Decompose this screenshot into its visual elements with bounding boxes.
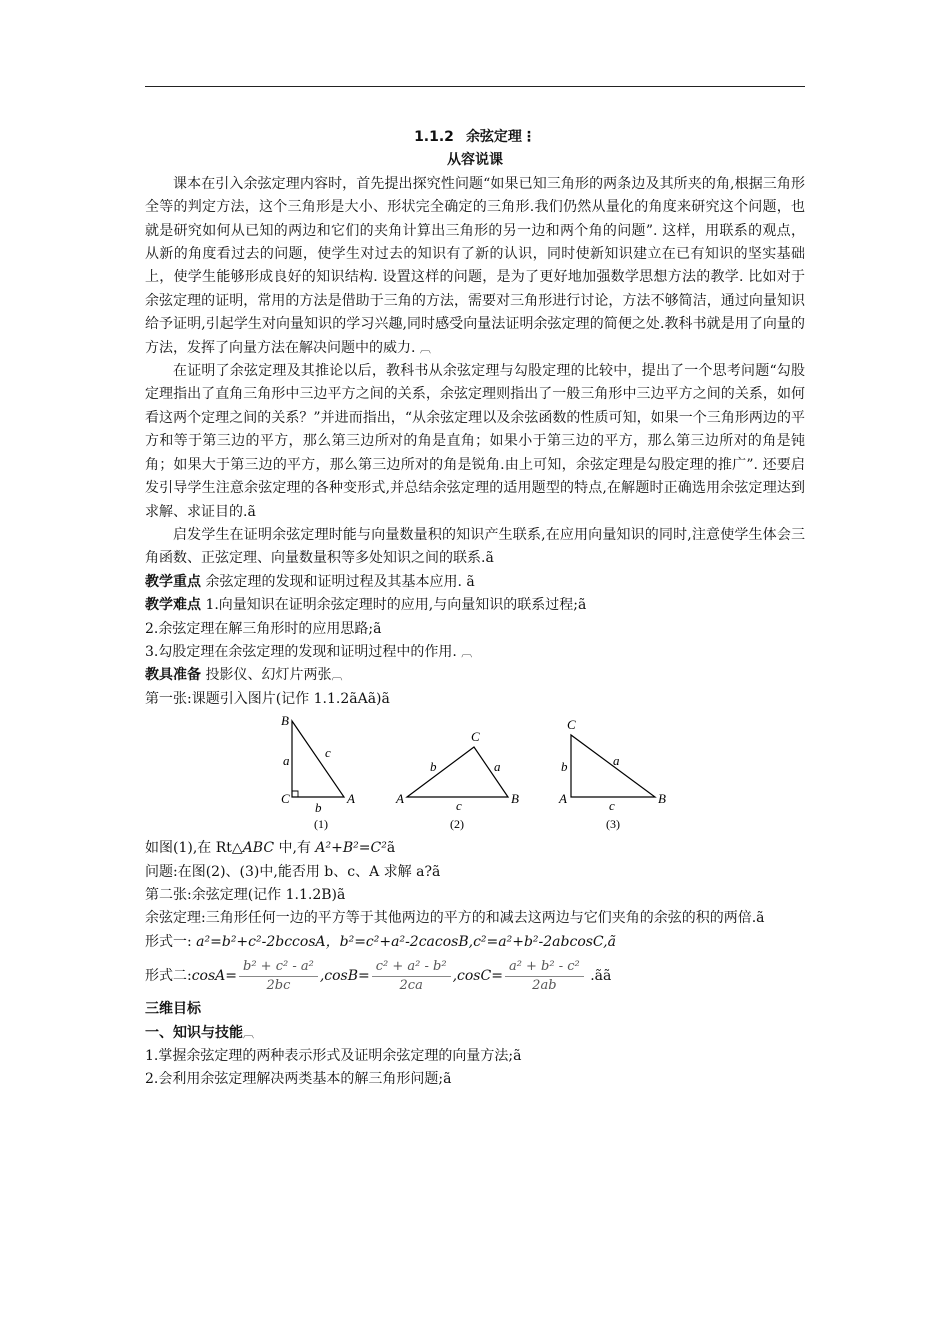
form-2-label: 形式二: bbox=[145, 968, 192, 985]
fig2-vertex-B: B bbox=[511, 791, 519, 807]
triangle-figure-1 bbox=[281, 713, 355, 831]
rt-text-end: ã bbox=[386, 840, 396, 857]
form-2-end: .ãã bbox=[585, 968, 612, 985]
cosB-fraction bbox=[372, 958, 451, 995]
fig1-side-c: c bbox=[325, 745, 331, 761]
question-line: 问题:在图(2)、(3)中,能否用 b、c、A 求解 a?ã bbox=[145, 863, 441, 880]
fig3-side-b: b bbox=[561, 759, 568, 775]
triangle-symbol: △ bbox=[231, 840, 243, 857]
triangle-figures bbox=[145, 713, 805, 833]
goals-heading: 三维目标 bbox=[145, 1001, 201, 1018]
paragraph-mark: ︹ bbox=[243, 1026, 254, 1040]
rt-text-pre: 如图(1),在 Rt bbox=[145, 840, 232, 857]
rt-abc: ABC bbox=[242, 840, 275, 857]
fig2-side-b: b bbox=[430, 759, 437, 775]
fig3-vertex-A: A bbox=[559, 791, 567, 807]
key-points-label: 教学重点 bbox=[145, 573, 201, 590]
cosA-fraction bbox=[239, 958, 318, 995]
fig1-side-a: a bbox=[283, 753, 290, 769]
right-angle-mark bbox=[292, 791, 298, 797]
goals-sub-1 bbox=[145, 1022, 805, 1045]
form-2-line bbox=[145, 954, 805, 998]
section-title bbox=[145, 126, 805, 149]
header-rule bbox=[145, 86, 805, 87]
difficulty-line-1 bbox=[145, 594, 805, 617]
cosB-numerator: c² + a² - b² bbox=[372, 958, 451, 977]
cosA-numerator: b² + c² - a² bbox=[239, 958, 318, 977]
tools-label: 教具准备 bbox=[145, 667, 201, 684]
paragraph-mark: ︹ bbox=[331, 669, 343, 683]
fig1-vertex-B: B bbox=[281, 713, 289, 729]
triangle-figure-2 bbox=[395, 729, 519, 831]
slide-2-line: 第二张:余弦定理(记作 1.1.2B)ã bbox=[145, 886, 346, 903]
goal-item-2: 2.会利用余弦定理解决两类基本的解三角形问题;ã bbox=[145, 1071, 452, 1088]
slide-1-line: 第一张:课题引入图片(记作 1.1.2ãAã)ã bbox=[145, 690, 390, 707]
form-1-label: 形式一: bbox=[145, 933, 197, 950]
key-points-line bbox=[145, 571, 805, 594]
difficulty-line-2: 2.余弦定理在解三角形时的应用思路;ã bbox=[145, 620, 382, 637]
fig1-vertex-A: A bbox=[347, 791, 355, 807]
goal-item-1: 1.掌握余弦定理的两种表示形式及证明余弦定理的向量方法;ã bbox=[145, 1048, 522, 1064]
cosB-label: ,cosB= bbox=[319, 968, 370, 985]
fig2-caption: (2) bbox=[450, 817, 464, 832]
fig2-vertex-C: C bbox=[471, 729, 480, 745]
intro-paragraph-3: 启发学生在证明余弦定理时能与向量数量积的知识产生联系,在应用向量知识的同时,注意使学生体会三角函数、正弦定理、向量数量积等多处知识之间的联系.ã bbox=[145, 526, 805, 567]
fig2-vertex-A: A bbox=[396, 791, 404, 807]
difficulty-line-3 bbox=[145, 641, 805, 664]
rt-text-mid: 中,有 bbox=[274, 840, 316, 857]
fig3-vertex-C: C bbox=[567, 717, 576, 733]
triangle-figures-svg bbox=[145, 713, 805, 833]
intro-paragraph-1-text: 课本在引入余弦定理内容时，首先提出探究性问题“如果已知三角形的两条边及其所夹的角,根据三角形全等的判定方法，这个三角形是大小、形状完全确定的三角形.我们仍然从量化的角度来研究这个问题，也就是研究如何从已知的两边和它们的夹角计算出三角形的另一边和两个角的问题”. 这样，用联系的观点，从新的角度看过去的问题，使学生对过去的知识有了新的认识，同时使新知识建立在已有知识的坚实基础上，使学生能够形成良好的知识结构. 设置这样的问题，是为了更好地加强数学思想方法的教学. 比如对于余弦定理的证明，常用的方法是借助于三角的方法，需要对三角形进行讨论，方法不够简洁，通过向量知识给予证明,引起学生对向量知识的学习兴趣,同时感受向量法证明余弦定理的简便之处.教科书就是用了向量的方法，发挥了向量方法在解决问题中的威力. bbox=[145, 175, 805, 356]
form-1-line bbox=[145, 931, 805, 954]
difficulty-text-1: 1.向量知识在证明余弦定理时的应用,与向量知识的联系过程;ã bbox=[201, 597, 587, 614]
section-title-text: 余弦定理⋮ bbox=[465, 129, 536, 145]
triangle-1-shape bbox=[292, 721, 344, 797]
goals-sub-1-text: 一、知识与技能 bbox=[145, 1024, 243, 1041]
intro-paragraph-1 bbox=[145, 173, 805, 360]
fig2-side-c: c bbox=[456, 798, 462, 814]
cosC-fraction bbox=[505, 958, 584, 995]
cosA-label: cosA= bbox=[191, 968, 238, 985]
fig3-vertex-B: B bbox=[658, 791, 666, 807]
intro-paragraph-2: 在证明了余弦定理及其推论以后，教科书从余弦定理与勾股定理的比较中，提出了一个思考问题“勾股定理指出了直角三角形中三边平方之间的关系，余弦定理则指出了一般三角形中三边平方之间的关系，如何看这两个定理之间的关系？”并进而指出，“从余弦定理以及余弦函数的性质可知，如果一个三角形两边的平方和等于第三边的平方，那么第三边所对的角是直角；如果小于第三边的平方，那么第三边所对的角是钝角；如果大于第三边的平方，那么第三边所对的角是锐角.由上可知，余弦定理是勾股定理的推广”. 还要启发引导学生注意余弦定理的各种变形式,并总结余弦定理的适用题型的特点,在解题时正确选用余弦定理达到求解、求证目的.ã bbox=[145, 363, 805, 520]
paragraph-mark: ︹ bbox=[419, 341, 431, 355]
form-1-formula: a²=b²+c²-2bccosA，b²=c²+a²-2cacosB,c²=a²+b²-2abcosC,ã bbox=[196, 933, 616, 950]
tools-line bbox=[145, 664, 805, 687]
section-number: 1.1.2 bbox=[414, 129, 454, 145]
fig1-vertex-C: C bbox=[281, 791, 290, 807]
difficulty-text-3: 3.勾股定理在余弦定理的发现和证明过程中的作用. bbox=[145, 643, 462, 660]
fig2-side-a: a bbox=[494, 759, 501, 775]
rt-triangle-line bbox=[145, 837, 805, 860]
fig3-caption: (3) bbox=[606, 817, 620, 832]
key-points-text: 余弦定理的发现和证明过程及其基本应用. ã bbox=[201, 573, 475, 590]
difficulty-label: 教学难点 bbox=[145, 597, 201, 614]
cosC-numerator: a² + b² - c² bbox=[505, 958, 584, 977]
paragraph-mark: ︹ bbox=[461, 645, 473, 659]
cosC-label: ,cosC= bbox=[452, 968, 503, 985]
cosB-denominator: 2ca bbox=[399, 977, 423, 993]
rt-equation: A²+B²=C² bbox=[315, 840, 387, 857]
tools-text: 投影仪、幻灯片两张 bbox=[201, 667, 332, 684]
cosC-denominator: 2ab bbox=[532, 977, 557, 993]
fig1-side-b: b bbox=[315, 800, 322, 816]
fig3-side-c: c bbox=[609, 798, 615, 814]
section-subtitle: 从容说课 bbox=[447, 152, 503, 169]
document-page bbox=[145, 126, 805, 1092]
cosA-denominator: 2bc bbox=[266, 977, 291, 993]
theorem-statement: 余弦定理:三角形任何一边的平方等于其他两边的平方的和减去这两边与它们夹角的余弦的积的两倍.ã bbox=[145, 910, 765, 927]
triangle-figure-3 bbox=[558, 717, 666, 831]
fig1-caption: (1) bbox=[314, 817, 328, 832]
triangle-2-shape bbox=[407, 747, 508, 797]
fig3-side-a: a bbox=[613, 753, 620, 769]
